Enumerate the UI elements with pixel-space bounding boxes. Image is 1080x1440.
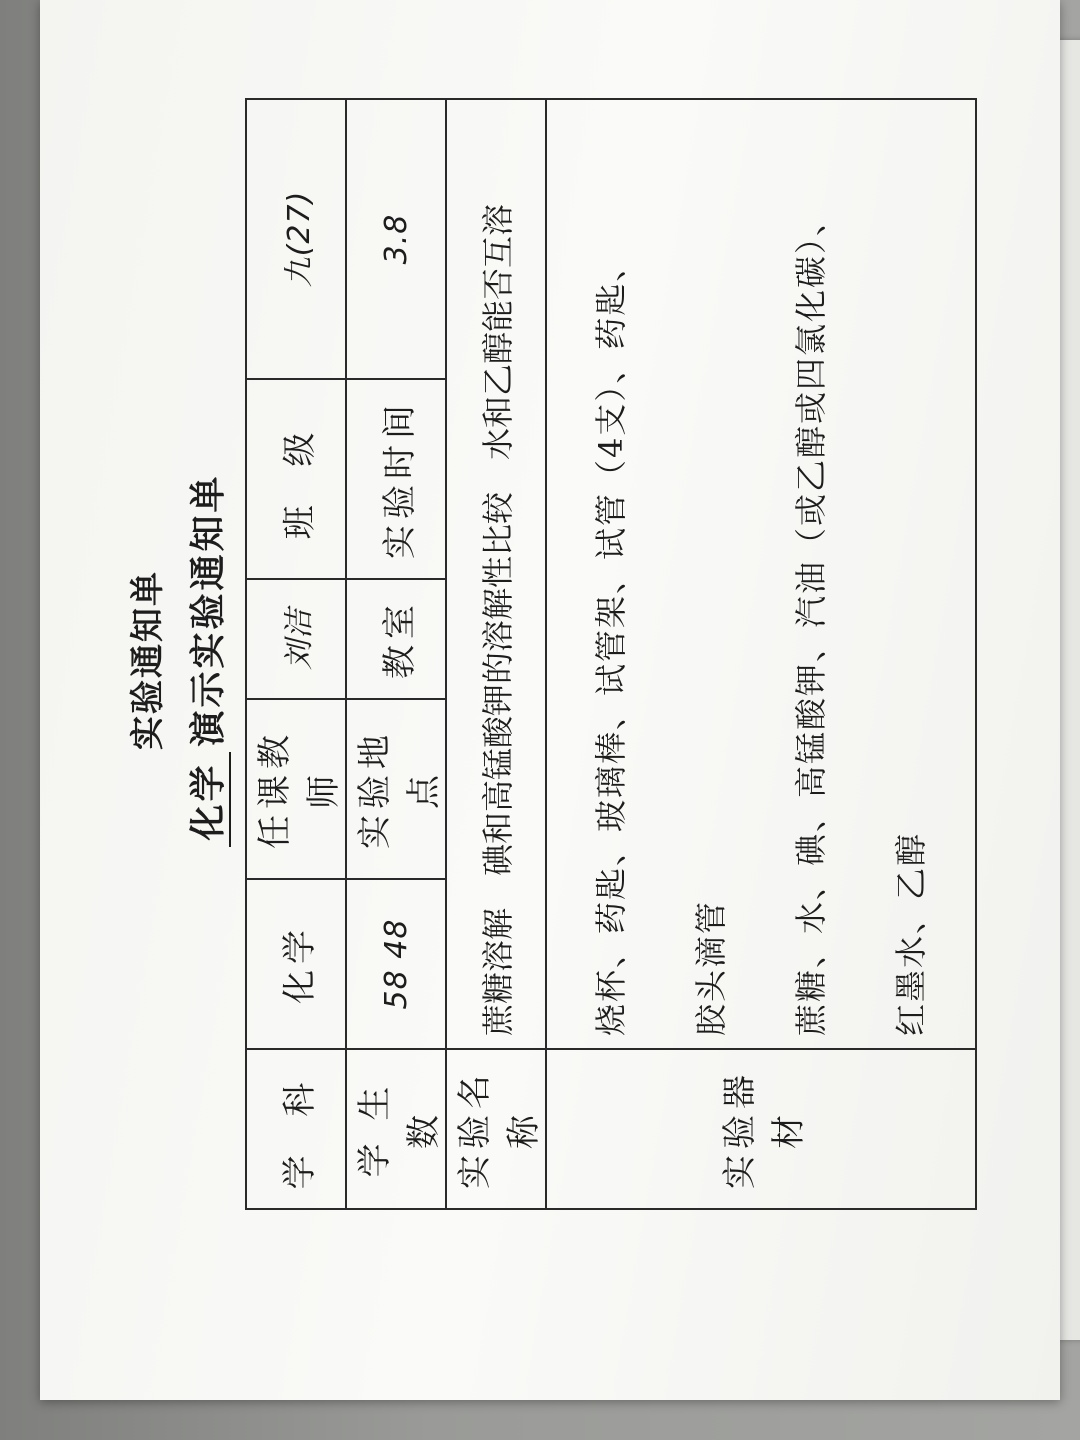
equipment-line: 蔗糖、水、碘、高锰酸钾、汽油（或乙醇或四氯化碳）、 [792, 201, 830, 1036]
students-label: 学 生 数 [346, 1049, 446, 1209]
subtitle-label: 演示实验通知单 [188, 473, 229, 747]
table-row [246, 99, 346, 1209]
time-label: 实验时间 [346, 379, 446, 579]
experiment-value: 蔗糖溶解 碘和高锰酸钾的溶解性比较 水和乙醇能否互溶 [446, 99, 546, 1049]
equipment-label: 实验器材 [546, 1049, 976, 1209]
equipment-value [546, 99, 976, 1049]
class-value: 九(27) [246, 99, 346, 379]
equipment-line: 红墨水、乙醇 [892, 831, 930, 1036]
students-value: 58 48 [346, 879, 446, 1049]
class-label: 班 级 [246, 379, 346, 579]
document-subtitle [180, 40, 231, 1280]
equipment-line: 烧杯、药匙、玻璃棒、试管架、试管（4支）、药匙、 [592, 247, 630, 1036]
notice-table [245, 98, 977, 1210]
experiment-label: 实验名称 [446, 1049, 546, 1209]
teacher-label: 任课教师 [246, 699, 346, 879]
time-value: 3.8 [346, 99, 446, 379]
document-title: 实验通知单 [128, 570, 168, 750]
subject-underlined: 化学 [188, 753, 231, 847]
table-row [446, 99, 546, 1209]
teacher-signature: 刘洁 [246, 579, 346, 699]
table-row [546, 99, 976, 1209]
location-label: 实验地点 [346, 699, 446, 879]
location-value: 教室 [346, 579, 446, 699]
table-row [346, 99, 446, 1209]
subject-label: 学 科 [246, 1049, 346, 1209]
equipment-line: 胶头滴管 [692, 899, 730, 1036]
notice-document [20, 40, 930, 1280]
subject-value: 化学 [246, 879, 346, 1049]
